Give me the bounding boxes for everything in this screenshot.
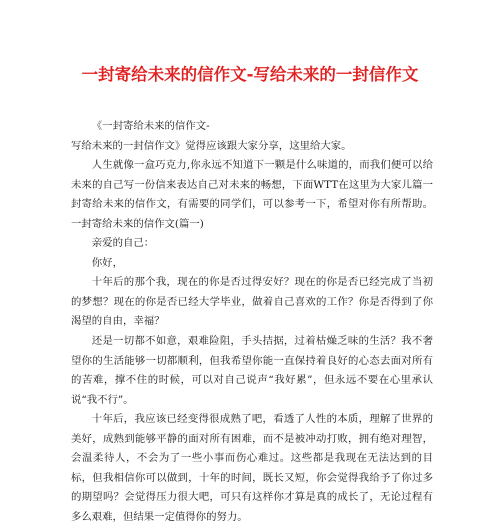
- document-title: 一封寄给未来的信作文-写给未来的一封信作文: [81, 65, 419, 84]
- document-body: [71, 117, 433, 527]
- paragraph-intro-2: 写给未来的一封信作文》觉得应该跟大家分享，这里给大家。: [71, 139, 352, 152]
- paragraph-body-3: 十年后，我应该已经变得很成熟了吧，看透了人性的本质，理解了世界的美好，成熟到能够平静的面对所有困难，而不是被冲动打败，拥有绝对理智，会温柔待人，不会为了一些小事而伤心难过。这些都是我现在无法达到的目标，但我相信你可以做到，十年的时间，既长又短，你会觉得我给予了你过多的期望吗？会觉得压力很大吧，可只有这样你才算是真的成长了，无论过程有多么艰难，但结果一定值得你的努力。: [71, 413, 433, 523]
- paragraph-greeting: 你好，: [91, 256, 123, 269]
- paragraph-intro-1: 《一封寄给未来的信作文-: [91, 120, 210, 132]
- paragraph-body-2: 还是一切都不如意，艰难险阻，手头拮据，过着枯燥乏味的生活？我不奢望你的生活能够一切都顺利，但我希望你能一直保持着良好的心态去面对所有的苦难，撑不住的时候，可以对自己说声“我好累”，但永远不要在心里承认说“我不行”。: [71, 335, 433, 406]
- paragraph-intro-3: 人生就像一盒巧克力,你永远不知道下一颗是什么味道的，而我们便可以给未来的自己写一份信来表达自己对未来的畅想，下面WTT在这里为大家儿篇一封寄给未来的信作文，有需要的同学们，可以参考一下，希望对你有所帮助。一封寄给未来的信作文(篇一): [71, 159, 433, 230]
- paragraph-body-1: 十年后的那个我，现在的你是否过得安好？现在的你是否已经完成了当初的梦想？现在的你是否已经大学毕业，做着自己喜欢的工作？你是否得到了你渴望的自由，幸福？: [71, 276, 433, 328]
- paragraph-salutation: 亲爱的自己：: [91, 237, 155, 250]
